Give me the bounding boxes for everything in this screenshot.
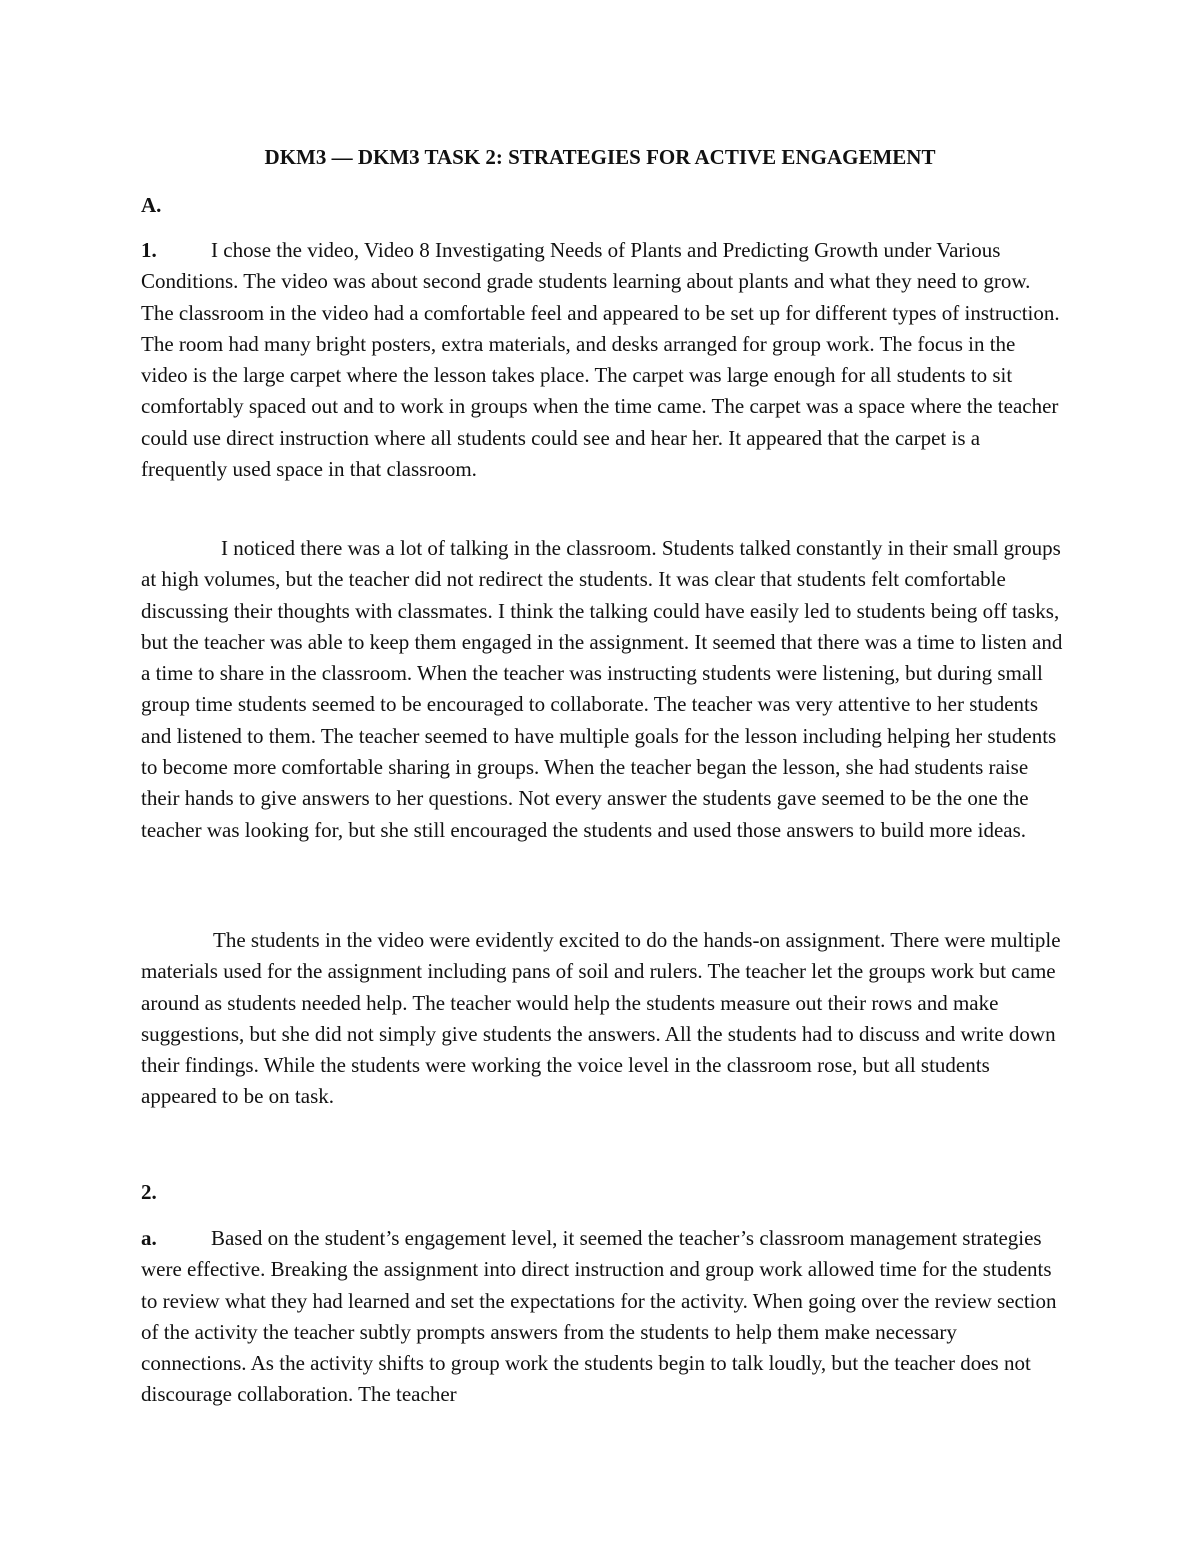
item-1-paragraph-3	[141, 925, 1066, 1113]
item-1-paragraph-2	[141, 533, 1066, 846]
section-a-label: A.	[141, 193, 162, 217]
item-2a-paragraph-text: Based on the student’s engagement level, it seemed the teacher’s classroom management strategies were effective. Breaking the assignment into direct instruction and group work allowed time for the students to review what they had learned and set the expectations for the activity. When going over the review section of the activity the teacher subtly prompts answers from the students to help them make necessary connections. As the activity shifts to group work the students begin to talk loudly, but the teacher does not discourage collaboration. The teacher	[141, 1226, 1057, 1407]
item-1-paragraph-1-text: I chose the video, Video 8 Investigating Needs of Plants and Predicting Growth under Various Conditions. The video was about second grade students learning about plants and what they need to grow. The classroom in the video had a comfortable feel and appeared to be set up for different types of instruction. The room had many bright posters, extra materials, and desks arranged for group work. The focus in the video is the large carpet where the lesson takes place. The carpet was large enough for all students to sit comfortably spaced out and to work in groups when the time came. The carpet was a space where the teacher could use direct instruction where all students could see and hear her. It appeared that the carpet is a frequently used space in that classroom.	[141, 238, 1060, 482]
item-1-paragraph-3-text: The students in the video were evidently excited to do the hands-on assignment. There were multiple materials used for the assignment including pans of soil and rulers. The teacher let the groups work but came around as students needed help. The teacher would help the students measure out their rows and make suggestions, but she did not simply give students the answers. All the students had to discuss and write down their findings. While the students were working the voice level in the classroom rose, but all students appeared to be on task.	[141, 928, 1061, 1109]
item-1-paragraph-1	[141, 235, 1066, 485]
item-2a-label: a.	[141, 1226, 157, 1250]
item-1-number: 1.	[141, 238, 157, 262]
item-2-number: 2.	[141, 1180, 157, 1204]
item-2a-paragraph	[141, 1223, 1066, 1411]
item-1-paragraph-2-text: I noticed there was a lot of talking in the classroom. Students talked constantly in their small groups at high volumes, but the teacher did not redirect the students. It was clear that students felt comfortable discussing their thoughts with classmates. I think the talking could have easily led to students being off tasks, but the teacher was able to keep them engaged in the assignment. It seemed that there was a time to listen and a time to share in the classroom. When the teacher was instructing students were listening, but during small group time students seemed to be encouraged to collaborate. The teacher was very attentive to her students and listened to them. The teacher seemed to have multiple goals for the lesson including helping her students to become more comfortable sharing in groups. When the teacher began the lesson, she had students raise their hands to give answers to her questions. Not every answer the students gave seemed to be the one the teacher was looking for, but she still encouraged the students and used those answers to build more ideas.	[141, 536, 1063, 842]
document-title: DKM3 — DKM3 TASK 2: STRATEGIES FOR ACTIVE ENGAGEMENT	[264, 145, 936, 169]
